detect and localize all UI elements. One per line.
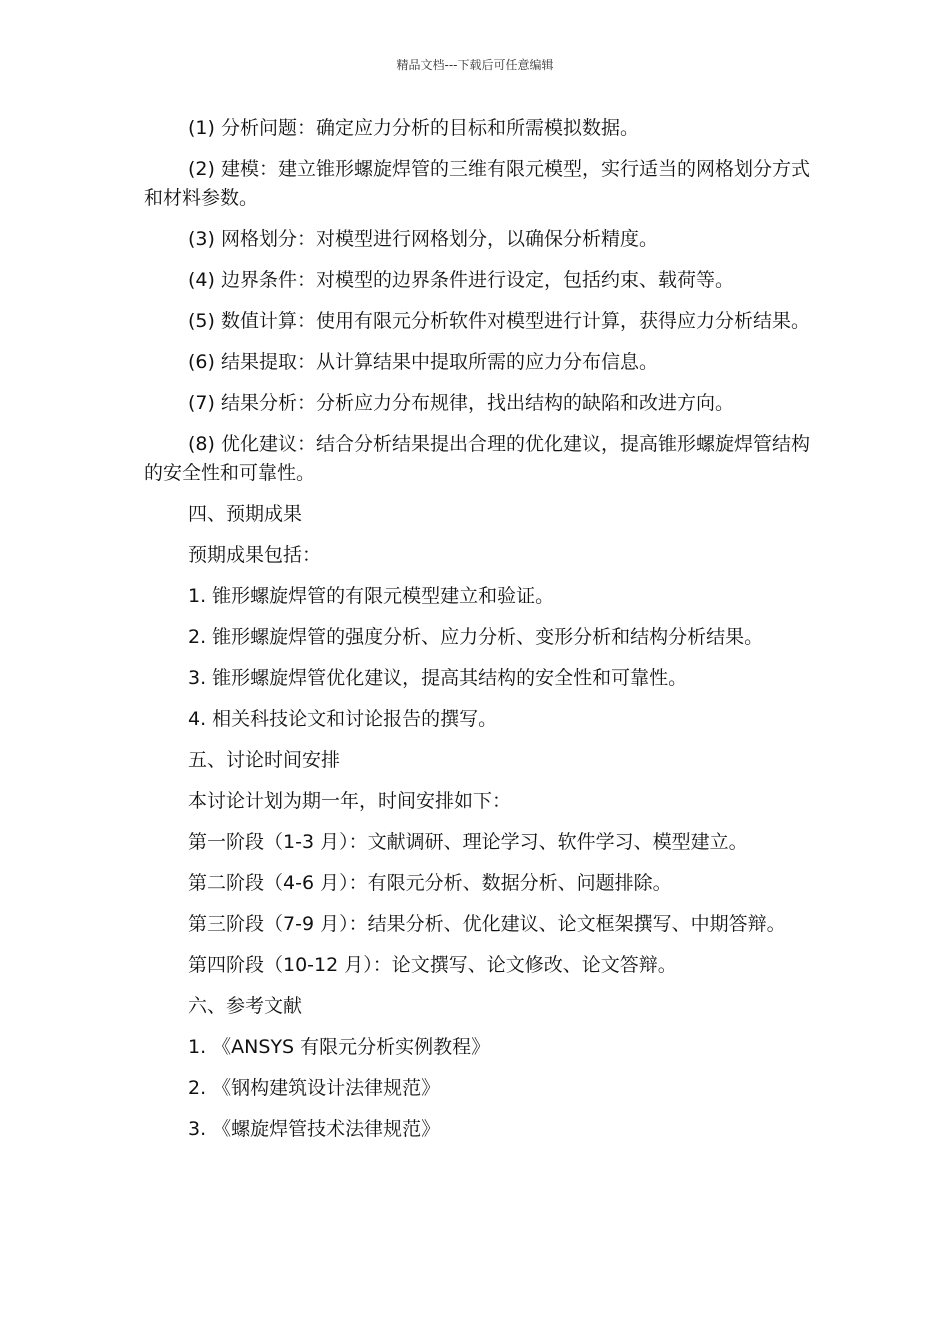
section-heading-schedule: 五、讨论时间安排 bbox=[188, 749, 341, 771]
reference-item-3: 3. 《螺旋焊管技术法律规范》 bbox=[188, 1118, 441, 1140]
schedule-phase-4: 第四阶段（10-12 月）：论文撰写、论文修改、论文答辩。 bbox=[188, 954, 677, 976]
page-header: 精品文档---下载后可任意编辑 bbox=[396, 58, 554, 72]
reference-item-2: 2. 《钢构建筑设计法律规范》 bbox=[188, 1077, 441, 1099]
reference-item-1: 1. 《ANSYS 有限元分析实例教程》 bbox=[188, 1036, 491, 1058]
schedule-intro: 本讨论计划为期一年，时间安排如下： bbox=[188, 790, 512, 812]
expected-result-item-1: 1. 锥形螺旋焊管的有限元模型建立和验证。 bbox=[188, 585, 555, 607]
schedule-phase-1: 第一阶段（1-3 月）：文献调研、理论学习、软件学习、模型建立。 bbox=[188, 831, 748, 853]
schedule-phase-2: 第二阶段（4-6 月）：有限元分析、数据分析、问题排除。 bbox=[188, 872, 672, 894]
step-4-boundary-conditions: (4) 边界条件：对模型的边界条件进行设定，包括约束、载荷等。 bbox=[188, 269, 734, 291]
expected-result-item-2: 2. 锥形螺旋焊管的强度分析、应力分析、变形分析和结构分析结果。 bbox=[188, 626, 764, 648]
step-1-analyze-problem: (1) 分析问题：确定应力分析的目标和所需模拟数据。 bbox=[188, 117, 639, 139]
expected-result-item-4: 4. 相关科技论文和讨论报告的撰写。 bbox=[188, 708, 498, 730]
document-body bbox=[144, 114, 810, 1156]
expected-results-intro: 预期成果包括： bbox=[188, 544, 322, 566]
schedule-phase-3: 第三阶段（7-9 月）：结果分析、优化建议、论文框架撰写、中期答辩。 bbox=[188, 913, 786, 935]
expected-result-item-3: 3. 锥形螺旋焊管优化建议，提高其结构的安全性和可靠性。 bbox=[188, 667, 688, 689]
step-5-numerical-calculation: (5) 数值计算：使用有限元分析软件对模型进行计算，获得应力分析结果。 bbox=[188, 310, 810, 332]
step-7-result-analysis: (7) 结果分析：分析应力分布规律，找出结构的缺陷和改进方向。 bbox=[188, 392, 734, 414]
step-8-optimization: (8) 优化建议：结合分析结果提出合理的优化建议，提高锥形螺旋焊管结构的安全性和可靠性。 bbox=[144, 433, 810, 484]
section-heading-references: 六、参考文献 bbox=[188, 995, 303, 1017]
step-3-meshing: (3) 网格划分：对模型进行网格划分，以确保分析精度。 bbox=[188, 228, 658, 250]
step-6-result-extraction: (6) 结果提取：从计算结果中提取所需的应力分布信息。 bbox=[188, 351, 658, 373]
step-2-modeling: (2) 建模：建立锥形螺旋焊管的三维有限元模型，实行适当的网格划分方式和材料参数。 bbox=[144, 158, 810, 209]
section-heading-expected-results: 四、预期成果 bbox=[188, 503, 303, 525]
